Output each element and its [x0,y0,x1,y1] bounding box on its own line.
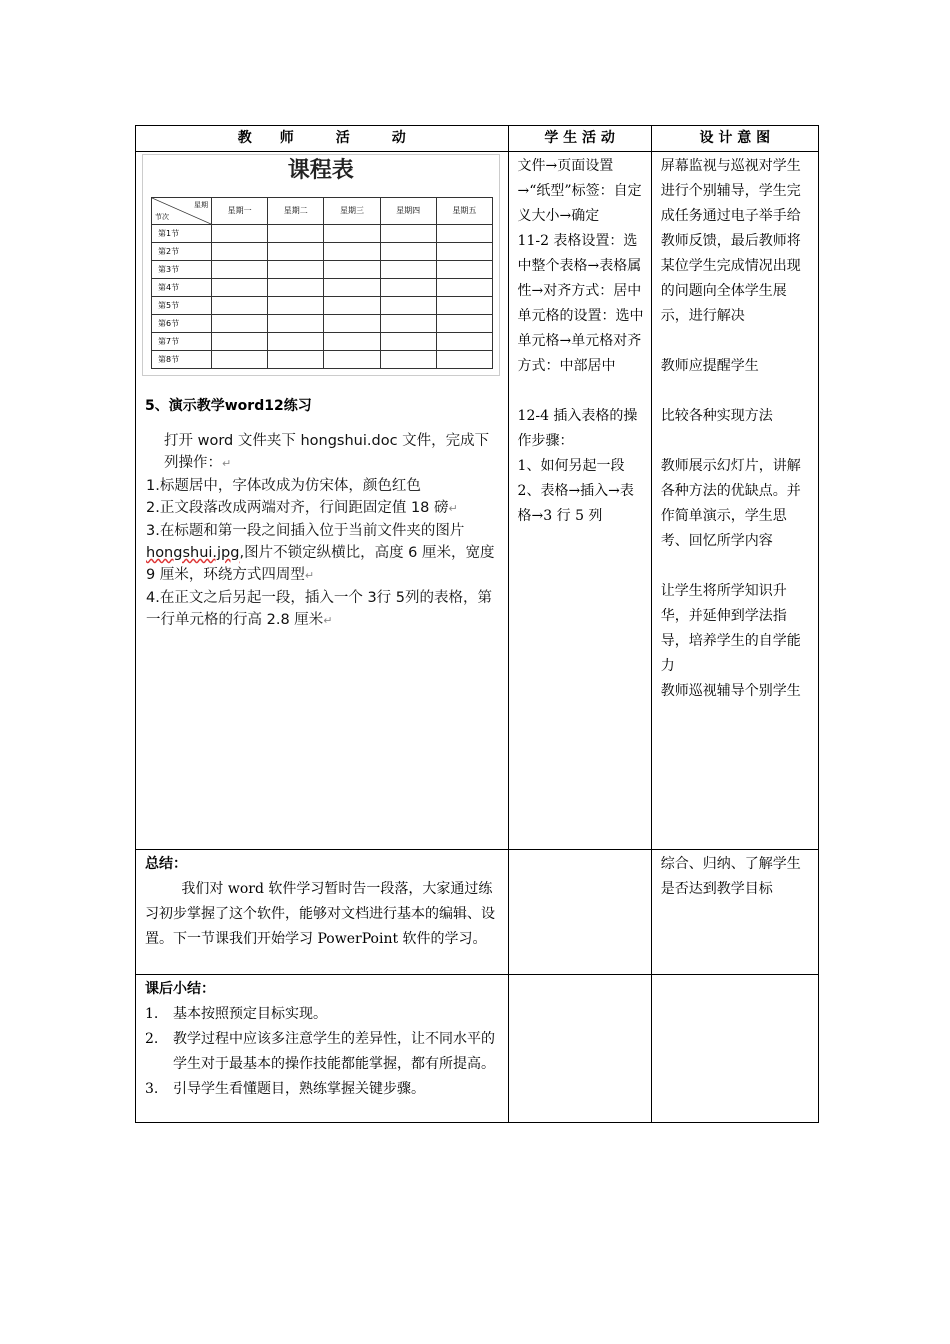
header-row [136,126,819,152]
summary-cell [136,850,509,975]
lesson-plan-table [135,125,819,1123]
design-note: 教师巡视辅导个别学生 [660,683,801,699]
header-design: 设 计 意 图 [651,126,818,152]
summary-label: 总结： [145,856,187,872]
schedule-day: 星期三 [324,198,380,225]
instruction-item: 4.在正文之后另起一段，插入一个 3行 5列的表格，第一行单元格的行高 2.8 厘米↵ [146,590,493,628]
schedule-period: 第4节 [152,279,212,297]
teacher-activity-cell [136,152,509,850]
schedule-corner-bottom: 节次 [155,213,169,221]
student-step: 12-4 插入表格的操作步骤： [517,408,638,449]
instructions [146,430,504,632]
after-class-item: 3. 引导学生看懂题目，熟练掌握关键步骤。 [145,1081,425,1097]
section5-title: 5、演示教学word12练习 [145,398,312,414]
summary-text: 我们对 word 软件学习暂时告一段落，大家通过练习初步掌握了这个软件，能够对文档进行基本的编辑、设置。下一节课我们开始学习 PowerPoint 软件的学习。 [145,881,495,947]
schedule-day: 星期一 [212,198,268,225]
student-step: 2、表格→插入→表格→3 行 5 列 [517,483,634,524]
schedule-image [142,154,500,376]
student-activity-cell [508,152,651,850]
schedule-period: 第8节 [152,351,212,369]
after-class-student-cell [508,975,651,1123]
student-step: 1、如何另起一段 [517,458,625,474]
instructions-intro: 打开 word 文件夹下 hongshui.doc 文件，完成下列操作：↵ [164,433,490,471]
main-activity-row [136,152,819,850]
schedule-period: 第3节 [152,261,212,279]
design-note: 教师展示幻灯片，讲解各种方法的优缺点。并作简单演示，学生思考、回忆所学内容 [660,458,801,549]
student-step: 11-2 表格设置：选中整个表格→表格属性→对齐方式：居中 [517,233,642,299]
design-note: 教师应提醒学生 [660,358,759,374]
after-class-row [136,975,819,1123]
after-class-list [145,1002,502,1102]
schedule-period: 第1节 [152,225,212,243]
summary-design-cell [651,850,818,975]
schedule-title: 课程表 [287,158,354,183]
schedule-day: 星期五 [436,198,492,225]
header-student: 学 生 活 动 [508,126,651,152]
instruction-item: 3.在标题和第一段之间插入位于当前文件夹的图片hongshui.jpg,图片不锁定纵横比，高度 6 厘米，宽度 9 厘米，环绕方式四周型↵ [146,523,495,583]
after-class-label: 课后小结： [145,981,215,997]
after-class-item: 2. 教学过程中应该多注意学生的差异性，让不同水平的学生对于最基本的操作技能都能掌握，都有所提高。 [145,1031,495,1072]
after-class-design-cell [651,975,818,1123]
header-teacher: 教 师 活 动 [136,126,509,152]
design-note: 屏幕监视与巡视对学生进行个别辅导，学生完成任务通过电子举手给教师反馈，最后教师将某位学生完成情况出现的问题向全体学生展示，进行解决 [660,158,801,324]
design-note: 让学生将所学知识升华，并延伸到学法指导，培养学生的自学能力 [660,583,801,674]
instruction-item: 2.正文段落改成两端对齐，行间距固定值 18 磅↵ [146,500,458,516]
student-step: 文件→页面设置→“纸型”标签：自定义大小→确定 [517,158,642,224]
schedule-period: 第7节 [152,333,212,351]
schedule-table [151,197,493,369]
schedule-day: 星期四 [380,198,436,225]
schedule-period: 第6节 [152,315,212,333]
student-step: 单元格的设置：选中单元格→单元格对齐方式：中部居中 [517,308,644,374]
design-note: 比较各种实现方法 [660,408,773,424]
after-class-item: 1. 基本按照预定目标实现。 [145,1006,327,1022]
summary-student-cell [508,850,651,975]
schedule-corner-top: 星期 [194,201,208,209]
summary-design: 综合、归纳、了解学生是否达到教学目标 [660,856,801,897]
schedule-period: 第2节 [152,243,212,261]
schedule-corner [152,198,212,225]
summary-row [136,850,819,975]
instruction-item: 1.标题居中，字体改成为仿宋体，颜色红色 [146,478,421,494]
design-intent-cell [651,152,818,850]
schedule-day: 星期二 [268,198,324,225]
schedule-period: 第5节 [152,297,212,315]
after-class-cell [136,975,509,1123]
